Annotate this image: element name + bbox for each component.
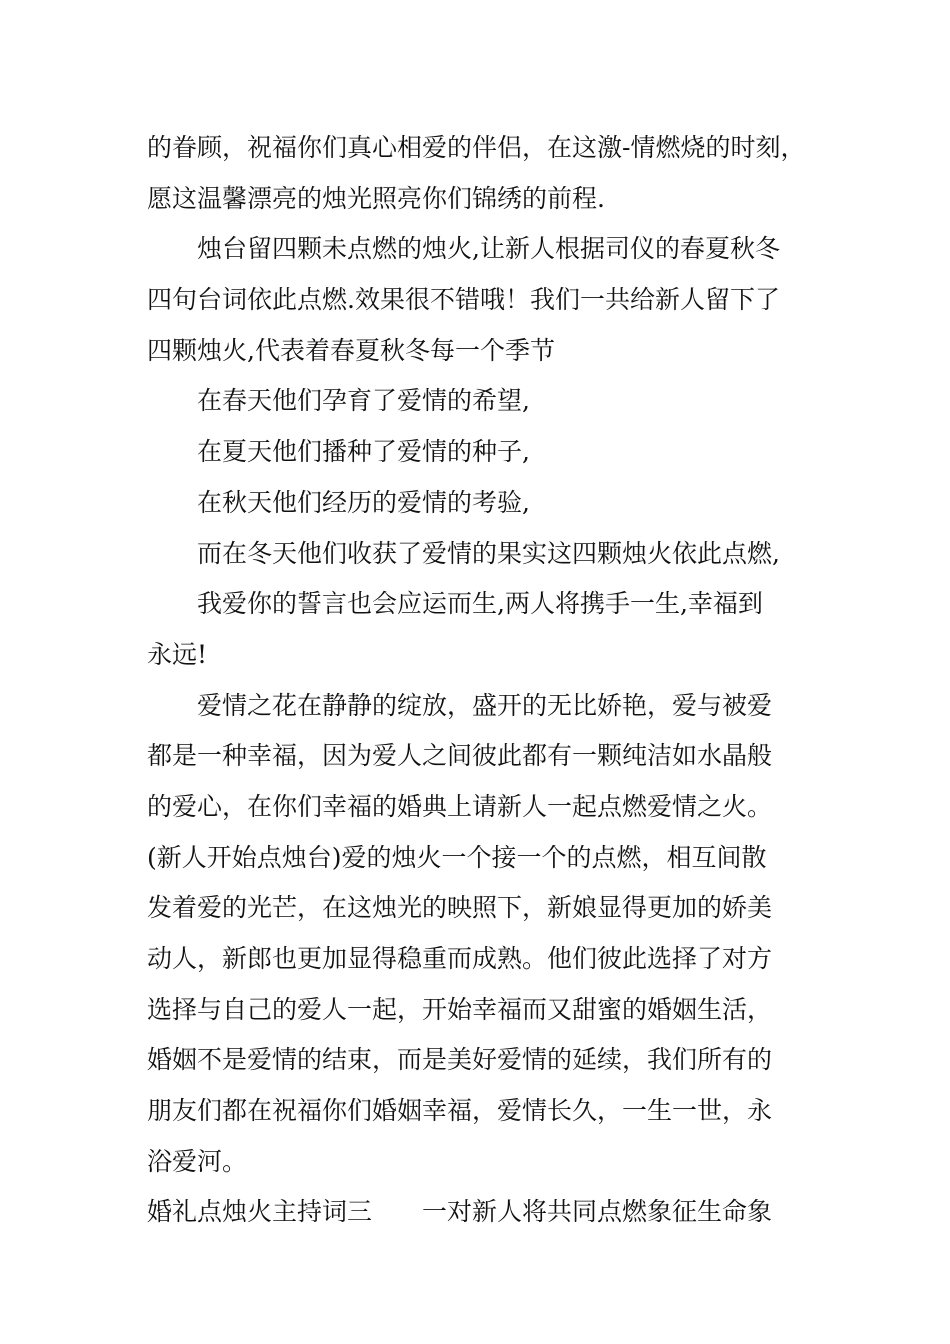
document-body	[147, 126, 812, 1241]
text-line: 永远!	[147, 639, 208, 669]
text-line: 爱情之花在静静的绽放，盛开的无比娇艳，爱与被爱	[197, 690, 773, 720]
text-line: 的眷顾，祝福你们真心相爱的伴侣，在这激-情燃烧的时刻，	[147, 133, 806, 162]
text-line: 愿这温馨漂亮的烛光照亮你们锦绣的前程.	[147, 183, 605, 213]
text-line: 而在冬天他们收获了爱情的果实这四颗烛火依此点燃,	[197, 538, 780, 568]
text-line: (新人开始点烛台)爱的烛火一个接一个的点燃，相互间散	[147, 842, 767, 872]
text-line: 发着爱的光芒，在这烛光的映照下，新娘显得更加的娇美	[147, 893, 773, 923]
text-line: 朋友们都在祝福你们婚姻幸福，爱情长久，一生一世，永	[147, 1096, 773, 1126]
text-line: 浴爱河。	[147, 1146, 248, 1176]
text-line: 烛台留四颗未点燃的烛火,让新人根据司仪的春夏秋冬	[197, 234, 780, 264]
text-line: 四句台词依此点燃.效果很不错哦！我们一共给新人留下了	[147, 285, 780, 315]
text-line: 四颗烛火,代表着春夏秋冬每一个季节	[147, 335, 555, 365]
text-line: 的爱心，在你们幸福的婚典上请新人一起点燃爱情之火。	[147, 791, 773, 821]
text-line: 选择与自己的爱人一起，开始幸福而又甜蜜的婚姻生活，	[147, 994, 773, 1024]
text-line: 在秋天他们经历的爱情的考验,	[197, 487, 530, 517]
text-line: 我爱你的誓言也会应运而生,两人将携手一生,幸福到	[197, 589, 763, 619]
text-line: 在夏天他们播种了爱情的种子,	[197, 437, 530, 467]
text-line: 婚姻不是爱情的结束，而是美好爱情的延续，我们所有的	[147, 1045, 773, 1075]
text-line: 在春天他们孕育了爱情的希望,	[197, 386, 530, 416]
text-line: 都是一种幸福，因为爱人之间彼此都有一颗纯洁如水晶般	[147, 741, 773, 771]
section-heading-line: 婚礼点烛火主持词三 一对新人将共同点燃象征生命象	[147, 1197, 773, 1227]
text-line: 动人，新郎也更加显得稳重而成熟。他们彼此选择了对方	[147, 944, 773, 973]
